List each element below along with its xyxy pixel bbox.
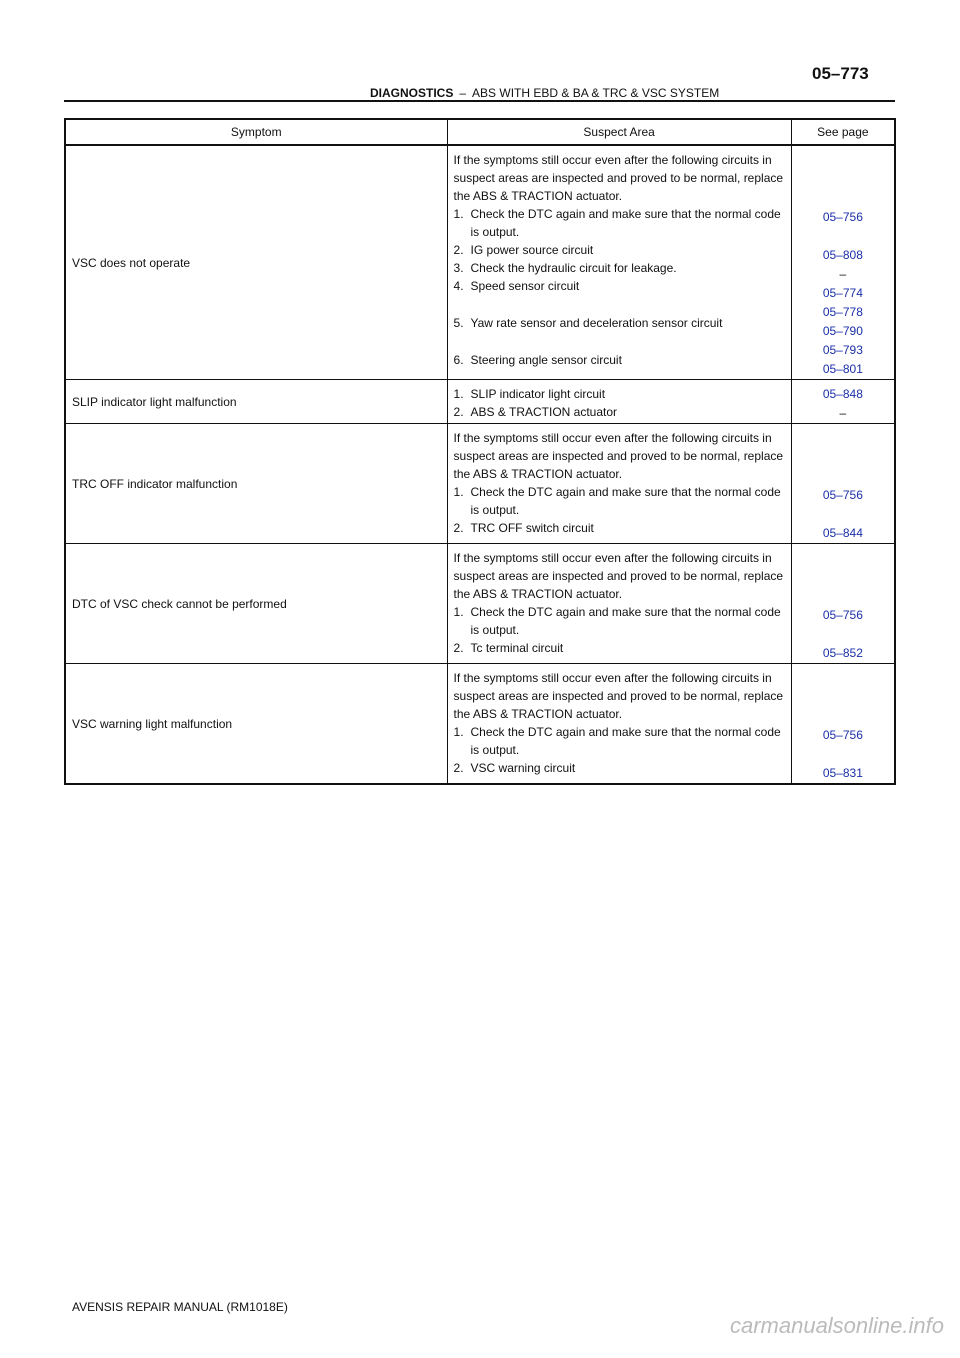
item-number: 2. — [453, 641, 464, 655]
section-title: DIAGNOSTICS — [370, 86, 454, 100]
see-page-cell — [791, 145, 895, 380]
item-text: Check the DTC again and make sure that the normal code is output. — [470, 485, 781, 517]
symptom-cell: VSC does not operate — [65, 145, 447, 380]
page-reference-link[interactable]: 05–756 — [822, 728, 863, 742]
item-number: 1. — [453, 725, 464, 739]
suspect-area-cell — [447, 380, 791, 424]
page-reference-none: – — [839, 406, 847, 420]
item-number: 6. — [453, 353, 464, 367]
item-text: Check the DTC again and make sure that the normal code is output. — [470, 725, 781, 757]
suspect-area-cell — [447, 424, 791, 544]
item-text: TRC OFF switch circuit — [470, 521, 594, 535]
page-reference-none: – — [839, 267, 847, 281]
symptom-cell: TRC OFF indicator malfunction — [65, 424, 447, 544]
page-footer: AVENSIS REPAIR MANUAL (RM1018E) — [72, 1300, 288, 1314]
list-item — [454, 403, 791, 421]
table-header-row — [65, 119, 895, 145]
suspect-area-intro: If the symptoms still occur even after the following circuits in suspect areas are inspected and proved to be normal, replace the ABS & TRACTION actuator. — [453, 153, 784, 203]
item-text: Yaw rate sensor and deceleration sensor circuit — [470, 316, 723, 330]
watermark: carmanualsonline.info — [729, 1313, 944, 1338]
list-item — [454, 205, 791, 241]
page-reference-link[interactable]: 05–844 — [822, 526, 863, 540]
table-row — [65, 380, 895, 424]
list-item — [454, 259, 791, 277]
list-item — [454, 519, 791, 537]
table-row — [65, 544, 895, 664]
suspect-area-cell — [447, 664, 791, 785]
suspect-area-cell — [447, 544, 791, 664]
table-row — [65, 145, 895, 380]
column-header-symptom: Symptom — [65, 119, 447, 145]
item-number: 2. — [453, 405, 464, 419]
column-header-suspect-area: Suspect Area — [447, 119, 791, 145]
item-text: ABS & TRACTION actuator — [470, 405, 618, 419]
item-text: Check the DTC again and make sure that the normal code is output. — [470, 207, 781, 239]
list-item — [454, 723, 791, 759]
item-text: Tc terminal circuit — [470, 641, 564, 655]
table-row — [65, 664, 895, 785]
item-number: 1. — [453, 605, 464, 619]
system-title: ABS WITH EBD & BA & TRC & VSC SYSTEM — [472, 86, 720, 100]
suspect-area-intro: If the symptoms still occur even after the following circuits in suspect areas are inspected and proved to be normal, replace the ABS & TRACTION actuator. — [453, 551, 784, 601]
page-reference-link[interactable]: 05–756 — [822, 608, 863, 622]
page-reference-link[interactable]: 05–756 — [822, 488, 863, 502]
page-reference-link[interactable]: 05–848 — [822, 387, 863, 401]
suspect-area-intro: If the symptoms still occur even after the following circuits in suspect areas are inspected and proved to be normal, replace the ABS & TRACTION actuator. — [453, 671, 784, 721]
list-item — [454, 603, 791, 639]
suspect-area-cell — [447, 145, 791, 380]
page-reference-link[interactable]: 05–790 — [822, 324, 863, 338]
list-item — [454, 351, 791, 369]
column-header-see-page: See page — [791, 119, 895, 145]
symptom-cell: SLIP indicator light malfunction — [65, 380, 447, 424]
see-page-cell — [791, 380, 895, 424]
list-item — [454, 639, 791, 657]
item-text: Speed sensor circuit — [470, 279, 580, 293]
item-text: Check the DTC again and make sure that the normal code is output. — [470, 605, 781, 637]
list-item — [454, 241, 791, 259]
list-item — [454, 314, 791, 332]
item-text: VSC warning circuit — [470, 761, 576, 775]
item-text: SLIP indicator light circuit — [470, 387, 606, 401]
page-reference-link[interactable]: 05–778 — [822, 305, 863, 319]
page-reference-link[interactable]: 05–774 — [822, 286, 863, 300]
page-reference-link[interactable]: 05–831 — [822, 766, 863, 780]
table-row — [65, 424, 895, 544]
item-number: 4. — [453, 279, 464, 293]
item-text: Check the hydraulic circuit for leakage. — [470, 261, 677, 275]
page-reference-link[interactable]: 05–808 — [822, 248, 863, 262]
symptom-cell: VSC warning light malfunction — [65, 664, 447, 785]
page-reference-link[interactable]: 05–801 — [822, 362, 863, 376]
see-page-cell — [791, 544, 895, 664]
header-rule — [64, 100, 895, 102]
item-number: 2. — [453, 521, 464, 535]
symptom-cell: DTC of VSC check cannot be performed — [65, 544, 447, 664]
see-page-cell — [791, 664, 895, 785]
item-text: Steering angle sensor circuit — [470, 353, 622, 367]
item-number: 5. — [453, 316, 464, 330]
item-number: 1. — [453, 207, 464, 221]
item-number: 3. — [453, 261, 464, 275]
running-header — [370, 86, 719, 100]
list-item — [454, 759, 791, 777]
symptom-table — [64, 118, 896, 785]
page-reference-link[interactable]: 05–756 — [822, 210, 863, 224]
see-page-cell — [791, 424, 895, 544]
suspect-area-intro: If the symptoms still occur even after the following circuits in suspect areas are inspected and proved to be normal, replace the ABS & TRACTION actuator. — [453, 431, 784, 481]
item-number: 2. — [453, 761, 464, 775]
header-dash: – — [459, 86, 467, 100]
list-item — [454, 277, 791, 295]
item-number: 2. — [453, 243, 464, 257]
page-number: 05–773 — [812, 64, 869, 83]
list-item — [454, 483, 791, 519]
list-item — [454, 385, 791, 403]
item-text: IG power source circuit — [470, 243, 594, 257]
item-number: 1. — [453, 485, 464, 499]
item-number: 1. — [453, 387, 464, 401]
page-reference-link[interactable]: 05–852 — [822, 646, 863, 660]
page-reference-link[interactable]: 05–793 — [822, 343, 863, 357]
